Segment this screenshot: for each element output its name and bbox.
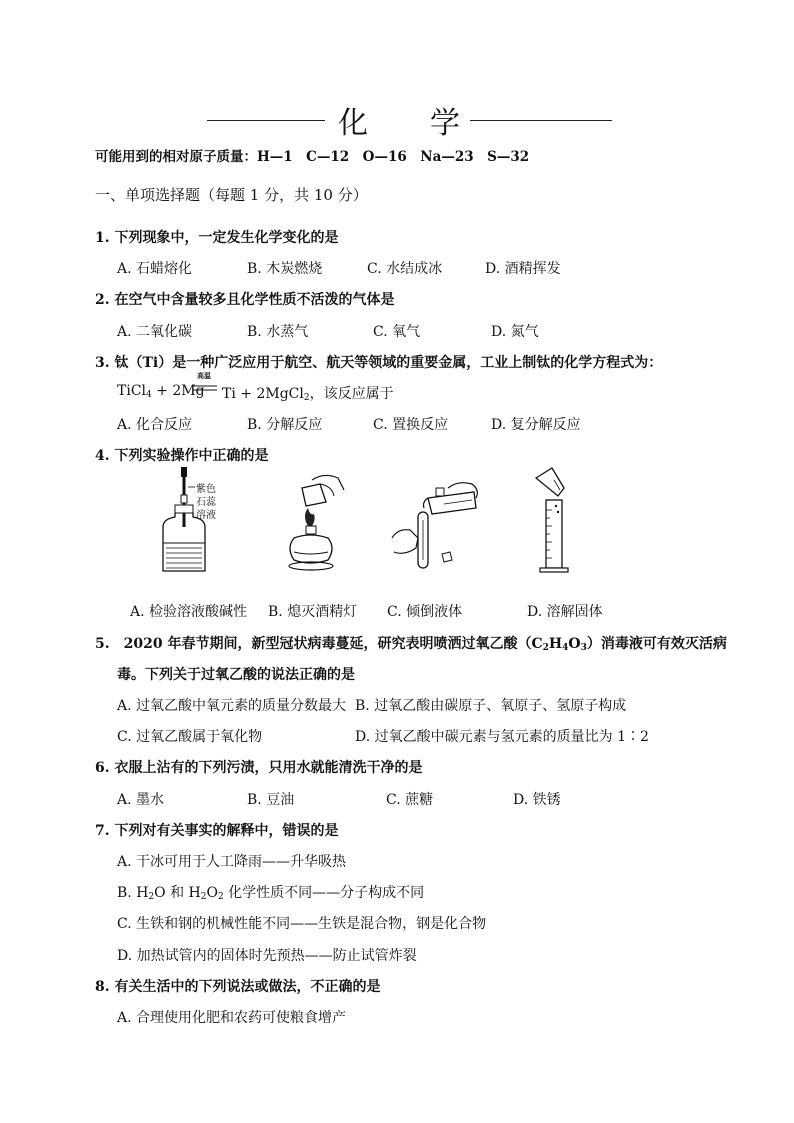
atomic-masses: 可能用到的相对原子质量：H—1 C—12 O—16 Na—23 S—32 [95, 149, 530, 165]
q3-equation-left: TiCl$_4$ + 2Mg [117, 383, 205, 400]
page-title-left: 化 [338, 106, 370, 141]
q4-option-d: D. 溶解固体 [527, 604, 603, 620]
q1-option-a: A. 石蜡熔化 [117, 261, 193, 277]
q8-stem: 8. 有关生活中的下列说法或做法，不正确的是 [95, 979, 381, 995]
q3-equals-sign [192, 384, 218, 392]
q8-option-a: A. 合理使用化肥和农药可使粮食增产 [117, 1010, 347, 1026]
figure-a-bottle-dropper [155, 465, 235, 577]
title-rule-left [207, 120, 325, 121]
q7-option-b: B. $H_2O$ 和 $H_2O_2$ 化学性质不同——分子构成不同 [117, 885, 425, 902]
q2-option-b: B. 水蒸气 [247, 324, 309, 340]
q6-option-b: B. 豆油 [247, 792, 295, 808]
q6-option-d: D. 铁锈 [513, 792, 561, 808]
q5-option-a: A. 过氧乙酸中氧元素的质量分数最大 [117, 698, 347, 714]
q3-option-a: A. 化合反应 [117, 417, 193, 433]
q2-option-a: A. 二氧化碳 [117, 324, 193, 340]
q7-option-c: C. 生铁和钢的机械性能不同——生铁是混合物，钢是化合物 [117, 916, 487, 932]
q7-option-d: D. 加热试管内的固体时先预热——防止试管炸裂 [117, 948, 417, 964]
q4-stem: 4. 下列实验操作中正确的是 [95, 448, 269, 464]
q2-option-d: D. 氮气 [491, 324, 539, 340]
q5-option-d: D. 过氧乙酸中碳元素与氢元素的质量比为 1∶2 [355, 729, 649, 745]
q2-option-c: C. 氧气 [373, 324, 421, 340]
figure-a-label-2: 石蕊 [196, 497, 216, 508]
q1-stem: 1. 下列现象中，一定发生化学变化的是 [95, 230, 339, 246]
q4-option-b: B. 熄灭酒精灯 [268, 604, 358, 620]
q1-option-d: D. 酒精挥发 [485, 261, 561, 277]
q1-option-c: C. 水结成冰 [367, 261, 443, 277]
q6-stem: 6. 衣服上沾有的下列污渍，只用水就能清洗干净的是 [95, 760, 423, 776]
page-title-right: 学 [430, 106, 462, 141]
q5-option-b: B. 过氧乙酸由碳原子、氧原子、氢原子构成 [355, 698, 627, 714]
q3-option-d: D. 复分解反应 [491, 417, 581, 433]
q2-stem: 2. 在空气中含量较多且化学性质不活泼的气体是 [95, 292, 395, 308]
figure-a-label-3: 溶液 [196, 510, 216, 521]
q6-option-c: C. 蔗糖 [386, 792, 434, 808]
section-heading: 一、单项选择题（每题 1 分，共 10 分） [95, 186, 368, 204]
q5-option-c: C. 过氧乙酸属于氧化物 [117, 729, 263, 745]
q6-option-a: A. 墨水 [117, 792, 165, 808]
q4-option-a: A. 检验溶液酸碱性 [130, 604, 248, 620]
figure-c-pouring-liquid [388, 468, 488, 576]
q3-option-c: C. 置换反应 [373, 417, 449, 433]
q4-option-c: C. 倾倒液体 [387, 604, 463, 620]
q3-reaction-condition: 高温 [197, 371, 211, 380]
q5-stem-line2: 毒。下列关于过氧乙酸的说法正确的是 [117, 667, 355, 683]
figure-b-alcohol-lamp [272, 470, 352, 578]
q5-stem-line1: 5. 2020 年春节期间，新型冠状病毒蔓延，研究表明喷洒过氧乙酸$(C_2H_4O_3)$消毒液可有效灭活病 [95, 636, 727, 653]
figure-d-graduated-cylinder [530, 466, 590, 576]
q3-stem: 3. 钛（Ti）是一种广泛应用于航空、航天等领域的重要金属，工业上制钛的化学方程式为： [95, 355, 663, 371]
title-rule-right [470, 120, 612, 121]
q7-stem: 7. 下列对有关事实的解释中，错误的是 [95, 823, 339, 839]
q7-option-a: A. 干冰可用于人工降雨——升华吸热 [117, 854, 347, 870]
q3-equation-right: Ti + 2MgCl$_2$，该反应属于 [222, 386, 394, 403]
q3-option-b: B. 分解反应 [247, 417, 323, 433]
q1-option-b: B. 木炭燃烧 [247, 261, 323, 277]
figure-a-label-1: 紫色 [196, 484, 216, 495]
